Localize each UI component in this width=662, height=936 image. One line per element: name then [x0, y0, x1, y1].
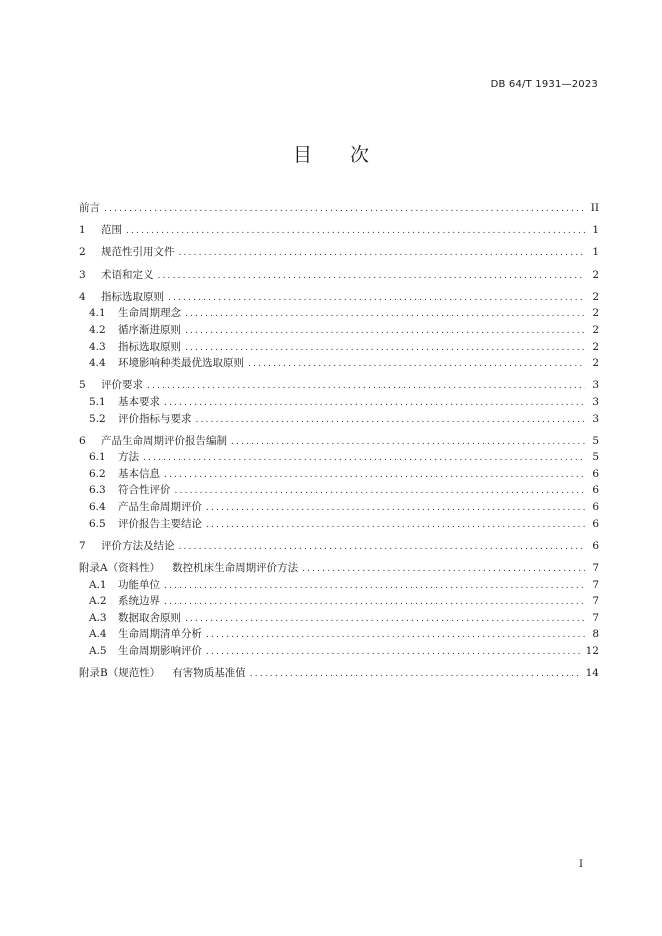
toc-label: 评价要求: [101, 379, 143, 392]
toc-label: 规范性引用文件: [101, 246, 175, 259]
toc-number: 7: [79, 539, 86, 552]
toc-number: 6.4: [89, 501, 106, 514]
toc-leader: [179, 538, 586, 555]
toc-number: 5.1: [89, 395, 106, 408]
toc-entry-5[interactable]: [79, 377, 599, 394]
document-code: DB 64/T 1931—2023: [490, 79, 598, 90]
toc-page: 3: [592, 379, 599, 392]
toc-page: 1: [592, 224, 599, 237]
toc-entry-4[interactable]: [79, 289, 599, 306]
toc-label: 基本要求: [118, 395, 160, 408]
toc-leader: [104, 200, 585, 217]
toc-page: 7: [592, 611, 599, 624]
toc-number: 6.2: [89, 467, 106, 480]
toc-entry-3[interactable]: [79, 267, 599, 284]
toc-number: 4.1: [89, 307, 106, 320]
toc-number: 5: [79, 379, 86, 392]
toc-label: 评价报告主要结论: [118, 517, 202, 530]
toc-entry-a-1[interactable]: [79, 577, 599, 594]
toc-number: 附录A（资料性）: [79, 562, 161, 575]
toc-entry-6-5[interactable]: [79, 516, 599, 533]
toc-label: 产品生命周期评价报告编制: [101, 434, 227, 447]
toc-leader: [164, 466, 585, 483]
toc-page: 7: [592, 578, 599, 591]
toc-entry-appendix-a[interactable]: [79, 560, 599, 577]
toc-entry-4-2[interactable]: [79, 322, 599, 339]
toc-label: 方法: [118, 451, 139, 464]
toc-leader: [164, 394, 585, 411]
toc-entry-6[interactable]: [79, 433, 599, 450]
toc-entry-appendix-b[interactable]: [79, 665, 599, 682]
toc-page: 1: [592, 246, 599, 259]
toc-leader: [164, 577, 585, 594]
toc-page: 5: [592, 434, 599, 447]
toc-number: 4.2: [89, 323, 106, 336]
toc-leader: [143, 449, 585, 466]
toc-entry-a-3[interactable]: [79, 610, 599, 627]
page-title: 目 次: [292, 144, 369, 166]
toc-entry-5-1[interactable]: [79, 394, 599, 411]
toc-leader: [185, 305, 585, 322]
toc-page: 12: [585, 645, 599, 657]
toc-leader: [302, 560, 585, 577]
toc-label: 生命周期理念: [118, 307, 181, 320]
toc-entry-4-3[interactable]: [79, 339, 599, 356]
toc-page: 6: [592, 467, 599, 480]
toc-label: 指标选取原则: [101, 290, 164, 303]
toc-number: 3: [79, 268, 86, 281]
toc-label: 数控机床生命周期评价方法: [172, 562, 299, 575]
toc-leader: [196, 411, 586, 428]
toc-number: 4: [79, 290, 86, 303]
toc-page: 7: [592, 562, 599, 575]
toc-entry-a-4[interactable]: [79, 626, 599, 643]
toc-page: II: [590, 202, 599, 214]
toc-page: 2: [592, 268, 599, 281]
toc-page: 5: [592, 451, 599, 464]
toc-page: 2: [592, 357, 599, 370]
toc-entry-6-2[interactable]: [79, 466, 599, 483]
toc-leader: [179, 244, 586, 261]
toc-page: 6: [592, 539, 599, 552]
toc-label: 生命周期影响评价: [118, 645, 202, 657]
toc-label: 生命周期清单分析: [118, 628, 202, 641]
toc-number: A.3: [89, 611, 107, 624]
toc-label: 数据取舍原则: [118, 611, 181, 624]
toc-entry-preface[interactable]: [79, 200, 599, 217]
toc-leader: [206, 626, 585, 643]
toc-number: 6.1: [89, 451, 106, 464]
toc-page: 3: [592, 412, 599, 425]
toc-entry-4-1[interactable]: [79, 305, 599, 322]
toc-label: 评价指标与要求: [118, 412, 192, 425]
toc-page: 6: [592, 517, 599, 530]
toc-page: 6: [592, 501, 599, 514]
toc-label: 评价方法及结论: [101, 539, 175, 552]
toc-leader: [158, 267, 586, 284]
toc-entry-6-1[interactable]: [79, 449, 599, 466]
toc-page: 2: [592, 307, 599, 320]
toc-number: 6.5: [89, 517, 106, 530]
toc-label: 符合性评价: [118, 484, 171, 497]
toc-number: 6.3: [89, 484, 106, 497]
toc-entry-a-2[interactable]: [79, 593, 599, 610]
toc-page: 8: [592, 628, 599, 641]
toc-label: 范围: [101, 224, 122, 237]
toc-page: 6: [592, 484, 599, 497]
toc-page: 2: [592, 290, 599, 303]
toc-entry-1[interactable]: [79, 222, 599, 239]
toc-leader: [206, 643, 582, 660]
toc-entry-6-4[interactable]: [79, 499, 599, 516]
toc-leader: [185, 339, 585, 356]
toc-number: A.1: [89, 578, 107, 591]
toc-number: 附录B（规范性）: [79, 667, 161, 680]
toc-number: 2: [79, 246, 86, 259]
page-number: I: [579, 859, 583, 870]
toc-leader: [250, 665, 582, 682]
toc-label: 前言: [79, 202, 100, 214]
toc-label: 功能单位: [118, 578, 160, 591]
toc-label: 循序渐进原则: [118, 323, 181, 336]
toc-label: 产品生命周期评价: [118, 501, 202, 514]
toc-page: 7: [592, 595, 599, 608]
table-of-contents: [79, 200, 599, 682]
toc-page: 14: [585, 667, 599, 680]
toc-page: 3: [592, 395, 599, 408]
toc-page: 2: [592, 323, 599, 336]
toc-label: 指标选取原则: [118, 340, 181, 353]
toc-number: 4.3: [89, 340, 106, 353]
toc-number: A.2: [89, 595, 107, 608]
toc-label: 环境影响种类最优选取原则: [118, 357, 244, 370]
toc-number: 4.4: [89, 357, 106, 370]
toc-leader: [185, 322, 585, 339]
toc-number: 5.2: [89, 412, 106, 425]
toc-number: 1: [79, 224, 86, 237]
toc-leader: [206, 516, 585, 533]
toc-label: 系统边界: [118, 595, 160, 608]
toc-leader: [206, 499, 585, 516]
toc-label: 有害物质基准值: [172, 667, 246, 680]
toc-number: 6: [79, 434, 86, 447]
toc-leader: [175, 482, 586, 499]
toc-entry-6-3[interactable]: [79, 482, 599, 499]
toc-leader: [164, 593, 585, 610]
toc-number: A.4: [89, 628, 107, 641]
toc-label: 术语和定义: [101, 268, 154, 281]
toc-page: 2: [592, 340, 599, 353]
toc-leader: [147, 377, 585, 394]
toc-number: A.5: [89, 645, 107, 657]
toc-leader: [126, 222, 585, 239]
toc-entry-4-4[interactable]: [79, 355, 599, 372]
toc-leader: [248, 355, 585, 372]
toc-label: 基本信息: [118, 467, 160, 480]
toc-leader: [185, 610, 585, 627]
toc-leader: [231, 433, 585, 450]
toc-leader: [168, 289, 585, 306]
toc-entry-a-5[interactable]: [79, 643, 599, 660]
toc-entry-2[interactable]: [79, 244, 599, 261]
toc-entry-5-2[interactable]: [79, 411, 599, 428]
toc-entry-7[interactable]: [79, 538, 599, 555]
